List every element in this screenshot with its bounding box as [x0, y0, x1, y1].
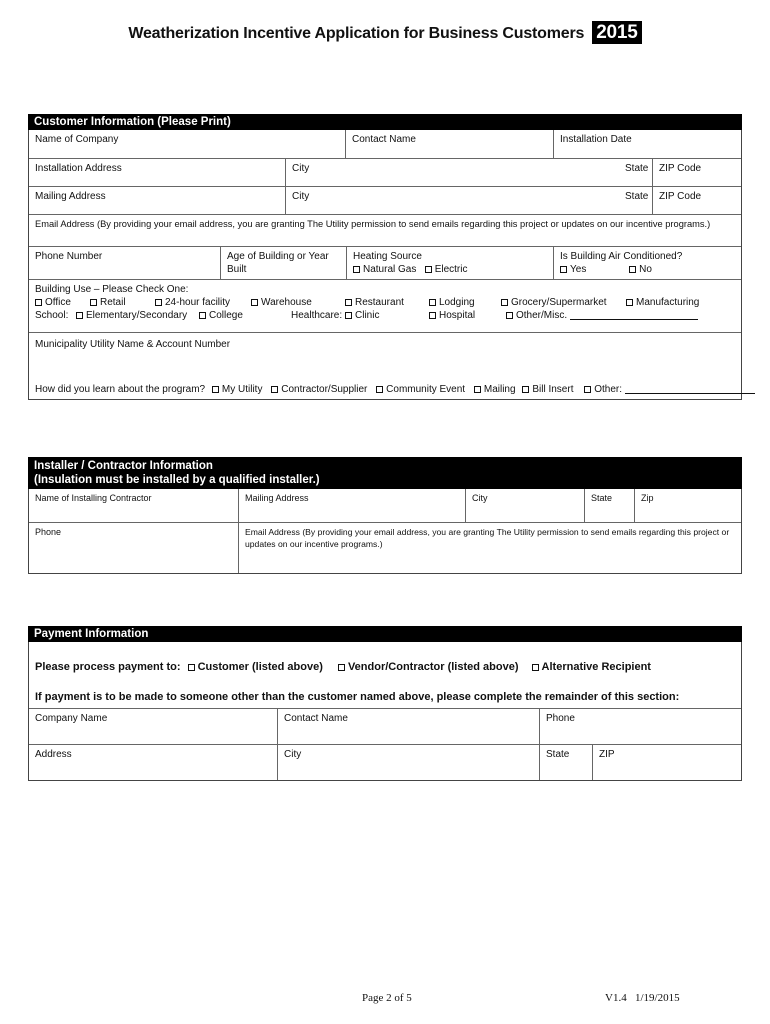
pay-alternative-checkbox[interactable]: [532, 664, 539, 671]
lodging-label: Lodging: [439, 297, 475, 308]
title-text: Weatherization Incentive Application for Business Customers: [128, 25, 585, 42]
other-misc-checkbox[interactable]: [506, 312, 513, 319]
electric-checkbox[interactable]: [425, 266, 432, 273]
building-age-field[interactable]: [220, 247, 346, 279]
natural-gas-label: Natural Gas: [363, 264, 417, 275]
version-date: 1/19/2015: [634, 992, 680, 1004]
payee-zip-field[interactable]: [592, 745, 741, 780]
my-utility-checkbox[interactable]: [212, 386, 219, 393]
contractor-email-label-2: updates on our incentive programs.): [245, 539, 383, 549]
hospital-checkbox[interactable]: [429, 312, 436, 319]
contractor-mailing-field[interactable]: [238, 489, 465, 522]
municipality-field[interactable]: [29, 333, 741, 369]
community-event-checkbox[interactable]: [376, 386, 383, 393]
my-utility-label: My Utility: [221, 384, 263, 395]
installation-address-label: Installation Address: [35, 163, 122, 174]
contractor-phone-field[interactable]: [29, 523, 238, 573]
24-hour-label: 24-hour facility: [165, 297, 231, 308]
manufacturing-label: Manufacturing: [636, 297, 700, 308]
contractor-zip-field[interactable]: [634, 489, 741, 522]
warehouse-checkbox[interactable]: [251, 299, 258, 306]
clinic-checkbox[interactable]: [345, 312, 352, 319]
payee-zip-label: ZIP: [599, 749, 615, 760]
office-label: Office: [45, 297, 71, 308]
company-name-field[interactable]: [29, 130, 345, 158]
year-badge: 2015: [592, 21, 641, 44]
retail-label: Retail: [100, 297, 126, 308]
24-hour-checkbox[interactable]: [155, 299, 162, 306]
lodging-checkbox[interactable]: [429, 299, 436, 306]
installation-date-label: Installation Date: [560, 134, 632, 145]
pay-vendor-label: Vendor/Contractor (listed above): [347, 661, 519, 673]
payee-phone-label: Phone: [546, 713, 575, 724]
contractor-name-label: Name of Installing Contractor: [35, 493, 152, 503]
installation-zip-field[interactable]: [652, 159, 741, 186]
ac-yes-checkbox[interactable]: [560, 266, 567, 273]
customer-section-header: Customer Information (Please Print): [28, 114, 742, 130]
customer-email-label: Email Address (By providing your email address, you are granting The Utility permission to send emails regarding this project or updates on our incentive programs.): [35, 219, 711, 229]
school-label: School:: [35, 310, 69, 321]
contractor-phone-label: Phone: [35, 527, 62, 537]
payment-section-header: Payment Information: [28, 626, 742, 642]
payee-contact-field[interactable]: [277, 709, 539, 744]
bill-insert-checkbox[interactable]: [522, 386, 529, 393]
elementary-label: Elementary/Secondary: [86, 310, 188, 321]
college-label: College: [209, 310, 243, 321]
municipality-label: Municipality Utility Name & Account Number: [35, 339, 231, 350]
mailing-city-field[interactable]: [285, 187, 619, 214]
contractor-mailing-label: Mailing Address: [245, 493, 309, 503]
installation-address-field[interactable]: [29, 159, 285, 186]
manufacturing-checkbox[interactable]: [626, 299, 633, 306]
electric-label: Electric: [434, 264, 468, 275]
mailing-checkbox[interactable]: [474, 386, 481, 393]
building-use-label: Building Use – Please Check One:: [35, 284, 189, 295]
mailing-zip-label: ZIP Code: [659, 191, 702, 202]
contractor-email-field[interactable]: [238, 523, 741, 573]
customer-email-field[interactable]: [29, 215, 741, 246]
payee-address-label: Address: [35, 749, 72, 760]
pay-vendor-checkbox[interactable]: [338, 664, 345, 671]
building-use-group: [29, 279, 741, 332]
page-number: Page 2 of 5: [362, 992, 412, 1004]
installer-section: [28, 489, 742, 574]
contractor-zip-label: Zip: [641, 493, 654, 503]
elementary-checkbox[interactable]: [76, 312, 83, 319]
installation-city-field[interactable]: [285, 159, 619, 186]
phone-number-field[interactable]: [29, 247, 220, 279]
building-age-label-2: Built: [227, 264, 247, 275]
payee-contact-label: Contact Name: [284, 713, 348, 724]
building-age-label-1: Age of Building or Year: [227, 251, 329, 262]
other-misc-line[interactable]: [570, 319, 698, 320]
mailing-address-field[interactable]: [29, 187, 285, 214]
air-conditioned-label: Is Building Air Conditioned?: [560, 251, 683, 262]
payee-city-label: City: [284, 749, 302, 760]
grocery-label: Grocery/Supermarket: [511, 297, 607, 308]
contact-name-field[interactable]: [345, 130, 553, 158]
phone-number-label: Phone Number: [35, 251, 103, 262]
installer-section-header: [28, 457, 742, 489]
company-name-label: Name of Company: [35, 134, 119, 145]
mailing-state-field[interactable]: [619, 187, 652, 214]
payee-phone-field[interactable]: [539, 709, 741, 744]
office-checkbox[interactable]: [35, 299, 42, 306]
clinic-label: Clinic: [355, 310, 380, 321]
warehouse-label: Warehouse: [261, 297, 312, 308]
installation-state-label: State: [625, 163, 649, 174]
other-misc-label: Other/Misc.: [516, 310, 568, 321]
pay-alternative-label: Alternative Recipient: [541, 661, 651, 673]
natural-gas-checkbox[interactable]: [353, 266, 360, 273]
heating-source-field: [346, 247, 553, 279]
hospital-label: Hospital: [439, 310, 476, 321]
alternate-payee-instruction: If payment is to be made to someone other than the customer named above, please complete the remainder of this section:: [35, 691, 680, 703]
installation-city-label: City: [292, 163, 310, 174]
version-label: V1.4: [605, 992, 627, 1004]
bill-insert-label: Bill Insert: [532, 384, 574, 395]
payment-section: [28, 642, 742, 781]
form-title: [0, 22, 770, 44]
ac-no-label: No: [639, 264, 652, 275]
version-info: [605, 992, 680, 1004]
how-learn-label: How did you learn about the program?: [35, 384, 206, 395]
contact-name-label: Contact Name: [352, 134, 416, 145]
mailing-city-label: City: [292, 191, 310, 202]
mailing-label: Mailing: [483, 384, 516, 395]
payee-address-field[interactable]: [29, 745, 277, 780]
contractor-supplier-label: Contractor/Supplier: [281, 384, 368, 395]
process-payment-label: Please process payment to:: [35, 661, 181, 673]
healthcare-label: Healthcare:: [291, 310, 343, 321]
installer-header-line1: Installer / Contractor Information: [34, 460, 213, 472]
contractor-city-label: City: [472, 493, 488, 503]
other-source-line[interactable]: [625, 393, 755, 394]
ac-no-checkbox[interactable]: [629, 266, 636, 273]
restaurant-checkbox[interactable]: [345, 299, 352, 306]
college-checkbox[interactable]: [199, 312, 206, 319]
pay-customer-checkbox[interactable]: [188, 664, 195, 671]
installation-state-field[interactable]: [619, 159, 652, 186]
mailing-address-label: Mailing Address: [35, 191, 106, 202]
mailing-state-label: State: [625, 191, 649, 202]
contractor-city-field[interactable]: [465, 489, 584, 522]
contractor-state-label: State: [591, 493, 613, 503]
payee-company-field[interactable]: [29, 709, 277, 744]
grocery-checkbox[interactable]: [501, 299, 508, 306]
other-source-checkbox[interactable]: [584, 386, 591, 393]
installation-date-field[interactable]: [553, 130, 741, 158]
contractor-email-label-1: Email Address (By providing your email address, you are granting The Utility permission to send emails regarding this project or: [245, 527, 730, 537]
installation-zip-label: ZIP Code: [659, 163, 702, 174]
other-source-label: Other:: [594, 384, 623, 395]
payee-city-field[interactable]: [277, 745, 539, 780]
contractor-name-field[interactable]: [29, 489, 238, 522]
air-conditioned-field: [553, 247, 741, 279]
contractor-supplier-checkbox[interactable]: [271, 386, 278, 393]
mailing-zip-field[interactable]: [652, 187, 741, 214]
payee-state-label: State: [546, 749, 570, 760]
payee-state-field[interactable]: [539, 745, 592, 780]
pay-customer-label: Customer (listed above): [197, 661, 323, 673]
restaurant-label: Restaurant: [355, 297, 404, 308]
payee-company-label: Company Name: [35, 713, 108, 724]
community-event-label: Community Event: [386, 384, 466, 395]
retail-checkbox[interactable]: [90, 299, 97, 306]
installer-header-line2: (Insulation must be installed by a qualified installer.): [34, 474, 320, 486]
ac-yes-label: Yes: [570, 264, 587, 275]
customer-section: [28, 130, 742, 400]
heating-source-label: Heating Source: [353, 251, 422, 262]
contractor-state-field[interactable]: [584, 489, 634, 522]
